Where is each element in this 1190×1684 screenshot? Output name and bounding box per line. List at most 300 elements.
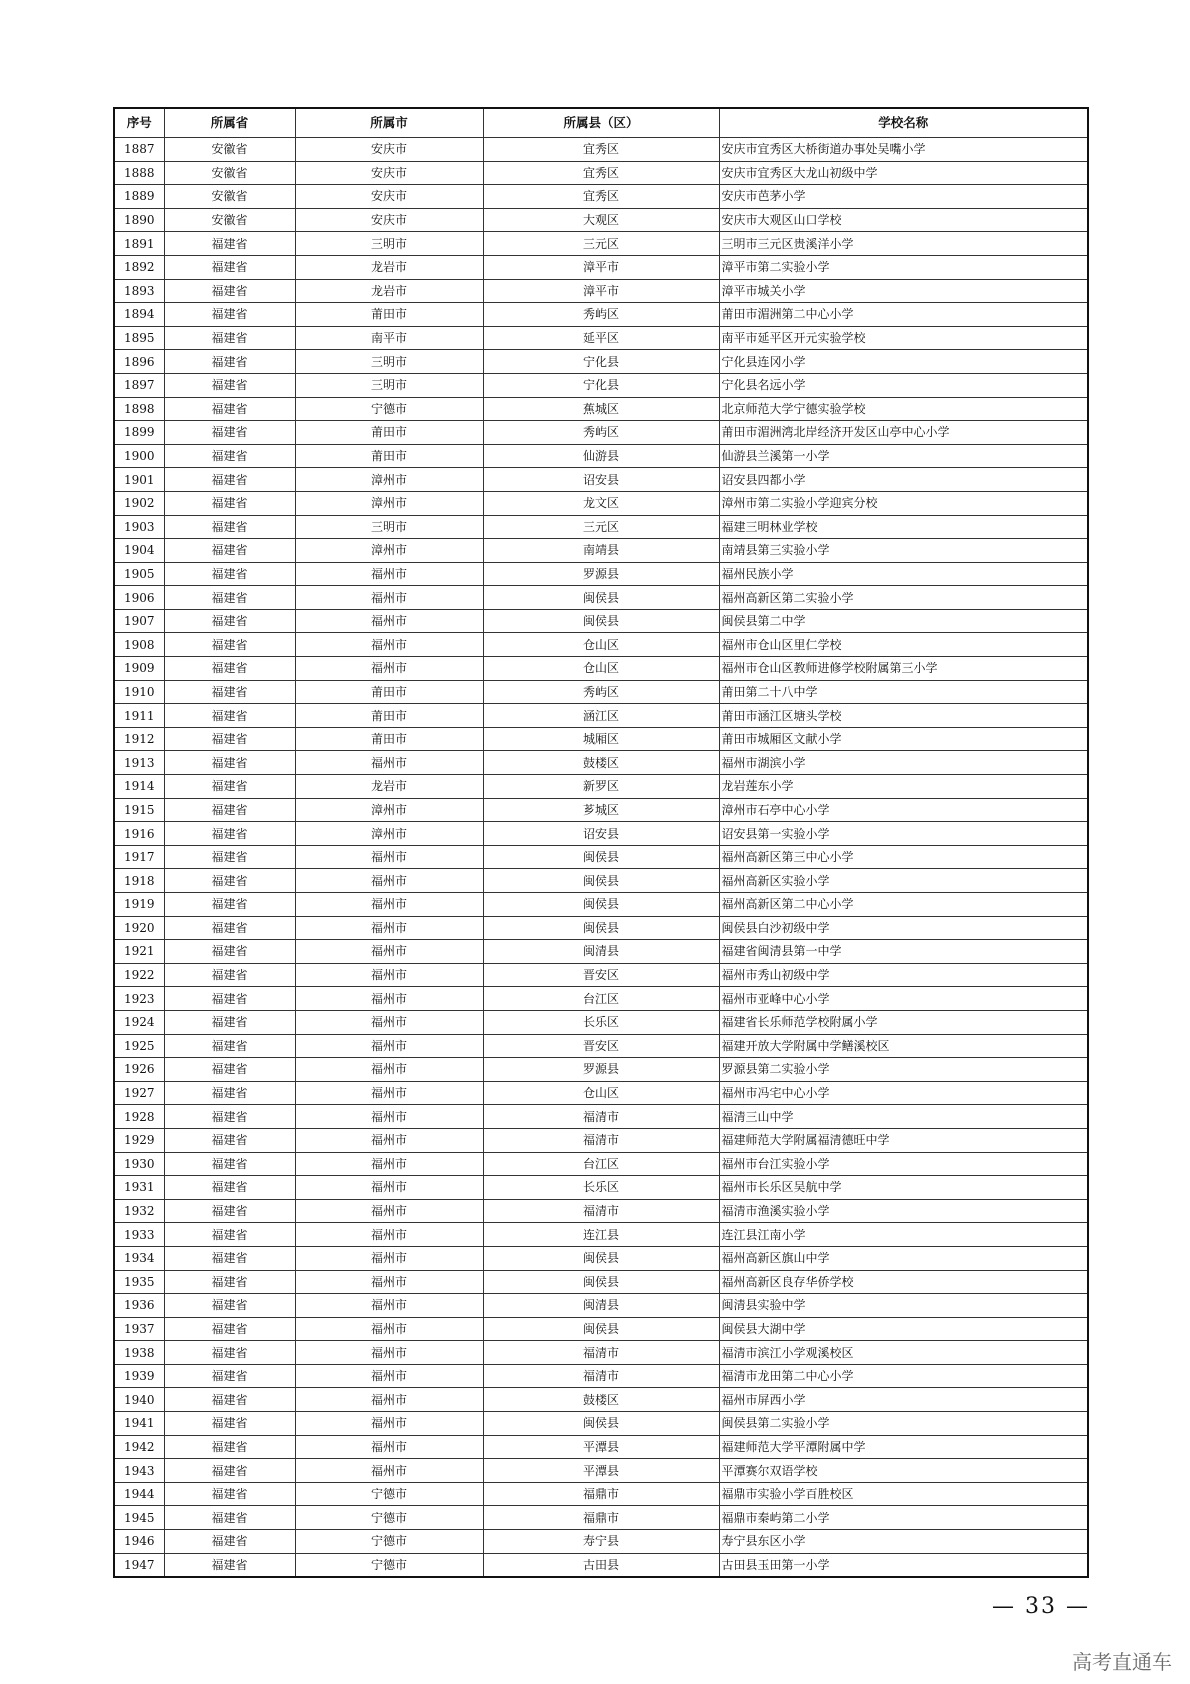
cell-city: 龙岩市: [295, 279, 483, 303]
header-school-name: 学校名称: [719, 108, 1088, 138]
cell-city: 福州市: [295, 916, 483, 940]
cell-city: 安庆市: [295, 208, 483, 232]
cell-county: 台江区: [483, 1152, 719, 1176]
table-row: [114, 562, 1088, 586]
cell-province: 福建省: [164, 657, 295, 681]
cell-county: 闽侯县: [483, 1270, 719, 1294]
cell-city: 三明市: [295, 515, 483, 539]
cell-city: 福州市: [295, 1459, 483, 1483]
table-row: [114, 775, 1088, 799]
cell-city: 福州市: [295, 940, 483, 964]
cell-index: 1933: [114, 1223, 164, 1247]
cell-city: 福州市: [295, 963, 483, 987]
cell-school-name: 福州市台江实验小学: [719, 1152, 1088, 1176]
cell-school-name: 平潭赛尔双语学校: [719, 1459, 1088, 1483]
cell-province: 福建省: [164, 1105, 295, 1129]
cell-school-name: 北京师范大学宁德实验学校: [719, 397, 1088, 421]
table-row: [114, 798, 1088, 822]
cell-city: 莆田市: [295, 680, 483, 704]
cell-city: 漳州市: [295, 539, 483, 563]
cell-province: 福建省: [164, 1034, 295, 1058]
cell-city: 福州市: [295, 609, 483, 633]
cell-school-name: 福建省闽清县第一中学: [719, 940, 1088, 964]
cell-county: 漳平市: [483, 279, 719, 303]
cell-city: 莆田市: [295, 421, 483, 445]
cell-province: 福建省: [164, 350, 295, 374]
cell-city: 福州市: [295, 562, 483, 586]
cell-school-name: 漳平市城关小学: [719, 279, 1088, 303]
cell-school-name: 连江县江南小学: [719, 1223, 1088, 1247]
table-row: [114, 1223, 1088, 1247]
cell-index: 1927: [114, 1081, 164, 1105]
cell-city: 龙岩市: [295, 775, 483, 799]
table-row: [114, 1294, 1088, 1318]
cell-county: 鼓楼区: [483, 1388, 719, 1412]
cell-city: 福州市: [295, 893, 483, 917]
cell-county: 芗城区: [483, 798, 719, 822]
cell-city: 宁德市: [295, 1553, 483, 1577]
cell-county: 福鼎市: [483, 1482, 719, 1506]
cell-city: 三明市: [295, 350, 483, 374]
cell-province: 福建省: [164, 373, 295, 397]
cell-index: 1937: [114, 1317, 164, 1341]
cell-county: 闽侯县: [483, 609, 719, 633]
table-row: [114, 963, 1088, 987]
cell-county: 闽侯县: [483, 916, 719, 940]
cell-city: 福州市: [295, 1199, 483, 1223]
cell-index: 1945: [114, 1506, 164, 1530]
cell-index: 1923: [114, 987, 164, 1011]
cell-school-name: 莆田市涵江区塘头学校: [719, 704, 1088, 728]
table-row: [114, 161, 1088, 185]
cell-city: 安庆市: [295, 185, 483, 209]
cell-city: 莆田市: [295, 444, 483, 468]
cell-city: 安庆市: [295, 161, 483, 185]
cell-province: 福建省: [164, 421, 295, 445]
cell-school-name: 福州市秀山初级中学: [719, 963, 1088, 987]
cell-province: 福建省: [164, 1412, 295, 1436]
cell-province: 福建省: [164, 586, 295, 610]
cell-province: 福建省: [164, 1482, 295, 1506]
cell-province: 福建省: [164, 562, 295, 586]
header-index: 序号: [114, 108, 164, 138]
cell-province: 福建省: [164, 1553, 295, 1577]
cell-province: 福建省: [164, 916, 295, 940]
cell-school-name: 福州市冯宅中心小学: [719, 1081, 1088, 1105]
cell-school-name: 福州市屏西小学: [719, 1388, 1088, 1412]
cell-school-name: 福州高新区旗山中学: [719, 1246, 1088, 1270]
cell-county: 平潭县: [483, 1459, 719, 1483]
cell-county: 宁化县: [483, 373, 719, 397]
cell-county: 龙文区: [483, 491, 719, 515]
cell-province: 福建省: [164, 940, 295, 964]
cell-school-name: 福州高新区第三中心小学: [719, 845, 1088, 869]
table-row: [114, 491, 1088, 515]
cell-county: 晋安区: [483, 963, 719, 987]
cell-province: 福建省: [164, 1223, 295, 1247]
cell-index: 1906: [114, 586, 164, 610]
table-row: [114, 704, 1088, 728]
cell-school-name: 安庆市宜秀区大龙山初级中学: [719, 161, 1088, 185]
cell-index: 1946: [114, 1530, 164, 1554]
cell-county: 仓山区: [483, 633, 719, 657]
cell-city: 福州市: [295, 1058, 483, 1082]
table-row: [114, 208, 1088, 232]
table-row: [114, 279, 1088, 303]
cell-province: 福建省: [164, 609, 295, 633]
cell-school-name: 福州高新区第二实验小学: [719, 586, 1088, 610]
table-row: [114, 397, 1088, 421]
cell-city: 福州市: [295, 1364, 483, 1388]
cell-city: 福州市: [295, 1176, 483, 1200]
cell-province: 福建省: [164, 1246, 295, 1270]
table-row: [114, 539, 1088, 563]
table-row: [114, 326, 1088, 350]
cell-index: 1924: [114, 1010, 164, 1034]
cell-province: 福建省: [164, 1388, 295, 1412]
cell-city: 三明市: [295, 373, 483, 397]
table-row: [114, 1530, 1088, 1554]
cell-index: 1934: [114, 1246, 164, 1270]
table-row: [114, 468, 1088, 492]
cell-city: 福州市: [295, 1034, 483, 1058]
cell-province: 福建省: [164, 232, 295, 256]
cell-province: 福建省: [164, 255, 295, 279]
table-row: [114, 1034, 1088, 1058]
table-row: [114, 1341, 1088, 1365]
cell-index: 1935: [114, 1270, 164, 1294]
cell-province: 安徽省: [164, 208, 295, 232]
cell-province: 福建省: [164, 869, 295, 893]
cell-index: 1911: [114, 704, 164, 728]
cell-province: 福建省: [164, 397, 295, 421]
cell-index: 1912: [114, 727, 164, 751]
cell-index: 1928: [114, 1105, 164, 1129]
cell-county: 宜秀区: [483, 138, 719, 162]
cell-province: 福建省: [164, 1010, 295, 1034]
cell-county: 闽侯县: [483, 869, 719, 893]
cell-index: 1892: [114, 255, 164, 279]
cell-index: 1939: [114, 1364, 164, 1388]
cell-province: 福建省: [164, 704, 295, 728]
cell-city: 福州市: [295, 845, 483, 869]
cell-index: 1913: [114, 751, 164, 775]
cell-city: 漳州市: [295, 491, 483, 515]
cell-county: 闽侯县: [483, 586, 719, 610]
cell-school-name: 莆田市城厢区文献小学: [719, 727, 1088, 751]
cell-school-name: 漳州市第二实验小学迎宾分校: [719, 491, 1088, 515]
cell-city: 福州市: [295, 1341, 483, 1365]
cell-index: 1894: [114, 303, 164, 327]
cell-county: 蕉城区: [483, 397, 719, 421]
cell-city: 福州市: [295, 751, 483, 775]
cell-school-name: 福建省长乐师范学校附属小学: [719, 1010, 1088, 1034]
cell-index: 1900: [114, 444, 164, 468]
cell-province: 福建省: [164, 751, 295, 775]
cell-city: 福州市: [295, 1152, 483, 1176]
cell-province: 福建省: [164, 822, 295, 846]
cell-province: 福建省: [164, 1459, 295, 1483]
cell-index: 1925: [114, 1034, 164, 1058]
cell-school-name: 诏安县四都小学: [719, 468, 1088, 492]
cell-city: 莆田市: [295, 303, 483, 327]
cell-county: 罗源县: [483, 562, 719, 586]
cell-index: 1942: [114, 1435, 164, 1459]
cell-county: 闽侯县: [483, 1317, 719, 1341]
table-row: [114, 515, 1088, 539]
cell-index: 1898: [114, 397, 164, 421]
cell-school-name: 南靖县第三实验小学: [719, 539, 1088, 563]
cell-index: 1909: [114, 657, 164, 681]
cell-school-name: 龙岩莲东小学: [719, 775, 1088, 799]
table-row: [114, 1506, 1088, 1530]
cell-county: 长乐区: [483, 1176, 719, 1200]
cell-province: 福建省: [164, 1317, 295, 1341]
cell-county: 漳平市: [483, 255, 719, 279]
cell-city: 福州市: [295, 1388, 483, 1412]
cell-school-name: 古田县玉田第一小学: [719, 1553, 1088, 1577]
cell-province: 福建省: [164, 1530, 295, 1554]
cell-city: 宁德市: [295, 1482, 483, 1506]
cell-county: 宜秀区: [483, 185, 719, 209]
cell-index: 1905: [114, 562, 164, 586]
cell-school-name: 福州市亚峰中心小学: [719, 987, 1088, 1011]
cell-city: 宁德市: [295, 397, 483, 421]
table-row: [114, 255, 1088, 279]
cell-school-name: 福清三山中学: [719, 1105, 1088, 1129]
table-row: [114, 1081, 1088, 1105]
cell-school-name: 福州市仓山区教师进修学校附属第三小学: [719, 657, 1088, 681]
cell-county: 闽清县: [483, 940, 719, 964]
cell-county: 福清市: [483, 1199, 719, 1223]
cell-school-name: 诏安县第一实验小学: [719, 822, 1088, 846]
cell-index: 1897: [114, 373, 164, 397]
cell-school-name: 福州高新区实验小学: [719, 869, 1088, 893]
table-row: [114, 303, 1088, 327]
cell-index: 1943: [114, 1459, 164, 1483]
cell-province: 福建省: [164, 1152, 295, 1176]
table-row: [114, 1270, 1088, 1294]
cell-county: 大观区: [483, 208, 719, 232]
cell-county: 延平区: [483, 326, 719, 350]
table-row: [114, 869, 1088, 893]
table-row: [114, 586, 1088, 610]
cell-city: 福州市: [295, 1105, 483, 1129]
cell-county: 三元区: [483, 515, 719, 539]
cell-school-name: 闽侯县第二实验小学: [719, 1412, 1088, 1436]
cell-county: 宁化县: [483, 350, 719, 374]
cell-index: 1938: [114, 1341, 164, 1365]
cell-county: 台江区: [483, 987, 719, 1011]
cell-school-name: 福建师范大学附属福清德旺中学: [719, 1128, 1088, 1152]
cell-school-name: 闽侯县白沙初级中学: [719, 916, 1088, 940]
cell-province: 福建省: [164, 727, 295, 751]
cell-city: 漳州市: [295, 468, 483, 492]
cell-school-name: 仙游县兰溪第一小学: [719, 444, 1088, 468]
cell-county: 寿宁县: [483, 1530, 719, 1554]
cell-index: 1887: [114, 138, 164, 162]
cell-province: 福建省: [164, 633, 295, 657]
cell-county: 南靖县: [483, 539, 719, 563]
table-row: [114, 609, 1088, 633]
cell-province: 福建省: [164, 1270, 295, 1294]
cell-province: 福建省: [164, 1294, 295, 1318]
header-city: 所属市: [295, 108, 483, 138]
cell-index: 1917: [114, 845, 164, 869]
cell-city: 龙岩市: [295, 255, 483, 279]
cell-index: 1899: [114, 421, 164, 445]
cell-index: 1890: [114, 208, 164, 232]
cell-county: 平潭县: [483, 1435, 719, 1459]
cell-county: 三元区: [483, 232, 719, 256]
cell-province: 福建省: [164, 444, 295, 468]
cell-school-name: 莆田市湄洲第二中心小学: [719, 303, 1088, 327]
cell-index: 1891: [114, 232, 164, 256]
cell-county: 闽侯县: [483, 893, 719, 917]
cell-school-name: 三明市三元区贵溪洋小学: [719, 232, 1088, 256]
cell-county: 秀屿区: [483, 421, 719, 445]
cell-city: 福州市: [295, 1128, 483, 1152]
cell-index: 1930: [114, 1152, 164, 1176]
cell-school-name: 福鼎市实验小学百胜校区: [719, 1482, 1088, 1506]
cell-school-name: 福州市湖滨小学: [719, 751, 1088, 775]
cell-city: 福州市: [295, 1081, 483, 1105]
table-row: [114, 1246, 1088, 1270]
cell-school-name: 闽侯县第二中学: [719, 609, 1088, 633]
table-row: [114, 1058, 1088, 1082]
table-row: [114, 1553, 1088, 1577]
table-row: [114, 1199, 1088, 1223]
cell-school-name: 福清市滨江小学观溪校区: [719, 1341, 1088, 1365]
cell-school-name: 安庆市宜秀区大桥街道办事处吴嘴小学: [719, 138, 1088, 162]
cell-city: 福州市: [295, 1223, 483, 1247]
cell-county: 闽侯县: [483, 845, 719, 869]
cell-province: 福建省: [164, 515, 295, 539]
table-row: [114, 1364, 1088, 1388]
cell-city: 漳州市: [295, 822, 483, 846]
table-row: [114, 1482, 1088, 1506]
table-row: [114, 916, 1088, 940]
table-row: [114, 1128, 1088, 1152]
table-row: [114, 727, 1088, 751]
cell-county: 长乐区: [483, 1010, 719, 1034]
cell-county: 闽侯县: [483, 1412, 719, 1436]
cell-province: 福建省: [164, 893, 295, 917]
cell-city: 福州市: [295, 1294, 483, 1318]
cell-city: 福州市: [295, 987, 483, 1011]
cell-city: 福州市: [295, 1010, 483, 1034]
cell-index: 1902: [114, 491, 164, 515]
cell-city: 三明市: [295, 232, 483, 256]
cell-school-name: 福鼎市秦屿第二小学: [719, 1506, 1088, 1530]
cell-province: 福建省: [164, 1435, 295, 1459]
cell-county: 福鼎市: [483, 1506, 719, 1530]
table-row: [114, 633, 1088, 657]
cell-province: 福建省: [164, 1364, 295, 1388]
cell-index: 1947: [114, 1553, 164, 1577]
cell-index: 1904: [114, 539, 164, 563]
cell-province: 福建省: [164, 1176, 295, 1200]
cell-school-name: 漳州市石亭中心小学: [719, 798, 1088, 822]
cell-school-name: 莆田市湄洲湾北岸经济开发区山亭中心小学: [719, 421, 1088, 445]
cell-index: 1915: [114, 798, 164, 822]
cell-county: 仓山区: [483, 1081, 719, 1105]
cell-school-name: 闽清县实验中学: [719, 1294, 1088, 1318]
cell-index: 1932: [114, 1199, 164, 1223]
cell-city: 福州市: [295, 869, 483, 893]
cell-index: 1940: [114, 1388, 164, 1412]
cell-index: 1916: [114, 822, 164, 846]
cell-province: 安徽省: [164, 185, 295, 209]
cell-school-name: 宁化县名远小学: [719, 373, 1088, 397]
cell-school-name: 福建开放大学附属中学鳝溪校区: [719, 1034, 1088, 1058]
table-row: [114, 987, 1088, 1011]
cell-index: 1910: [114, 680, 164, 704]
cell-province: 福建省: [164, 468, 295, 492]
cell-index: 1889: [114, 185, 164, 209]
cell-county: 晋安区: [483, 1034, 719, 1058]
table-row: [114, 373, 1088, 397]
table-row: [114, 822, 1088, 846]
cell-index: 1903: [114, 515, 164, 539]
cell-province: 福建省: [164, 1199, 295, 1223]
cell-index: 1918: [114, 869, 164, 893]
watermark-text: 高考直通车: [1072, 1650, 1172, 1674]
cell-index: 1914: [114, 775, 164, 799]
cell-province: 福建省: [164, 491, 295, 515]
cell-school-name: 福州高新区良存华侨学校: [719, 1270, 1088, 1294]
table-row: [114, 1435, 1088, 1459]
cell-school-name: 福州市长乐区吴航中学: [719, 1176, 1088, 1200]
table-row: [114, 185, 1088, 209]
cell-province: 福建省: [164, 1081, 295, 1105]
cell-county: 秀屿区: [483, 303, 719, 327]
cell-index: 1922: [114, 963, 164, 987]
cell-city: 南平市: [295, 326, 483, 350]
cell-province: 福建省: [164, 987, 295, 1011]
cell-county: 秀屿区: [483, 680, 719, 704]
school-list-table: [113, 107, 1089, 1578]
cell-province: 福建省: [164, 1506, 295, 1530]
table-row: [114, 421, 1088, 445]
table-row: [114, 232, 1088, 256]
cell-province: 福建省: [164, 1341, 295, 1365]
cell-index: 1901: [114, 468, 164, 492]
cell-county: 连江县: [483, 1223, 719, 1247]
cell-county: 闽侯县: [483, 1246, 719, 1270]
cell-city: 福州市: [295, 1317, 483, 1341]
cell-index: 1919: [114, 893, 164, 917]
cell-county: 福清市: [483, 1128, 719, 1152]
cell-province: 福建省: [164, 303, 295, 327]
table-row: [114, 751, 1088, 775]
table-row: [114, 138, 1088, 162]
cell-city: 宁德市: [295, 1530, 483, 1554]
cell-county: 诏安县: [483, 822, 719, 846]
cell-index: 1941: [114, 1412, 164, 1436]
cell-city: 福州市: [295, 586, 483, 610]
cell-province: 福建省: [164, 680, 295, 704]
cell-index: 1931: [114, 1176, 164, 1200]
table-row: [114, 1176, 1088, 1200]
cell-county: 福清市: [483, 1105, 719, 1129]
table-row: [114, 1388, 1088, 1412]
cell-province: 安徽省: [164, 161, 295, 185]
header-province: 所属省: [164, 108, 295, 138]
cell-county: 仙游县: [483, 444, 719, 468]
table-row: [114, 1105, 1088, 1129]
cell-county: 罗源县: [483, 1058, 719, 1082]
